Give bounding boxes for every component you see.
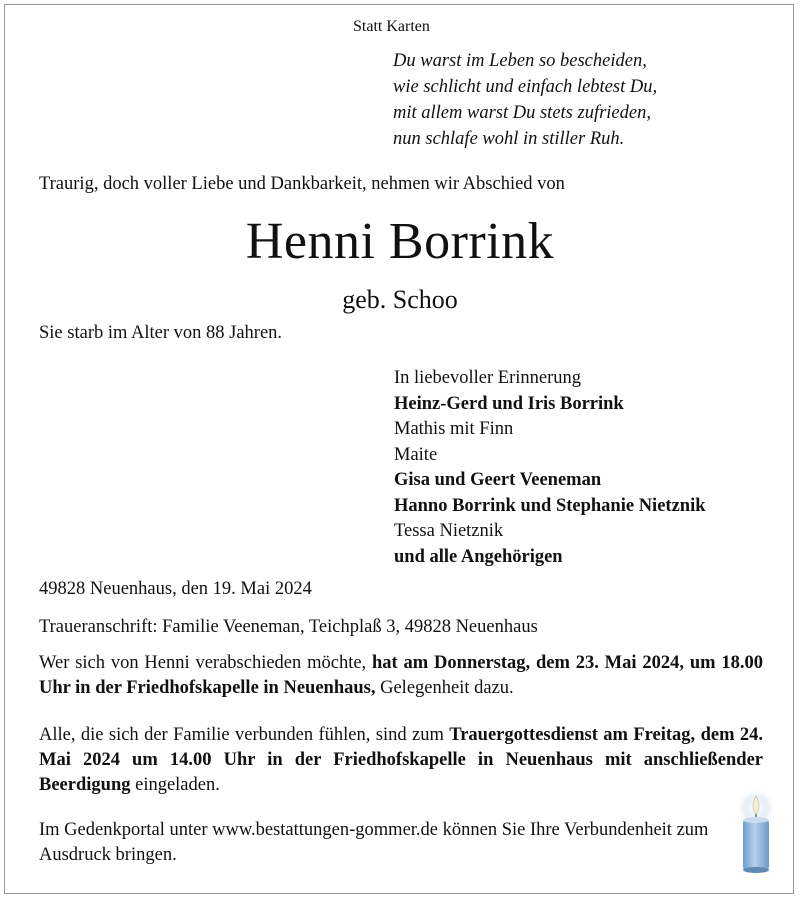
service-paragraph [39,723,763,798]
poem [393,48,657,152]
mourner-entry: Tessa Nietznik [394,521,504,541]
mourner-entry: Heinz-Gerd und Iris Borrink [394,393,624,414]
farewell-time: hat am Donnerstag, dem 23. Mai 2024, um 18.00 Uhr in der Friedhofskapelle in Neuenhaus, [39,653,763,698]
mourner-entry: Mathis mit Finn [394,419,514,439]
birth-name: geb. Schoo [342,285,458,314]
service-text-end: eingeladen. [130,775,220,795]
mourning-address: Traueranschrift: Familie Veeneman, Teichplaß 3, 49828 Neuenhaus [39,617,538,637]
mourner-entry: Maite [394,444,438,465]
farewell-text-end: Gelegenheit dazu. [375,678,514,698]
age-line: Sie starb im Alter von 88 Jahren. [39,323,283,343]
deceased-name: Henni Borrink [245,213,555,270]
mourner-entry: Gisa und Geert Veeneman [394,470,602,490]
farewell-paragraph [39,651,763,701]
poem-line: Du warst im Leben so bescheiden, [393,51,647,71]
candle-icon [733,790,779,876]
poem-line: nun schlafe wohl in stiller Ruh. [393,129,625,149]
poem-line: wie schlicht und einfach lebtest Du, [393,77,658,97]
farewell-text: Wer sich von Henni verabschieden möchte, [39,653,373,673]
mourner-entry: und alle Angehörigen [394,546,563,567]
poem-line: mit allem warst Du stets zufrieden, [393,103,651,123]
mourners-heading: In liebevoller Erinnerung [394,368,581,388]
service-text: Alle, die sich der Familie verbunden fühlen, sind zum [39,725,450,745]
intro-text: Traurig, doch voller Liebe und Dankbarkeit, nehmen wir Abschied von [39,174,565,194]
place-date: 49828 Neuenhaus, den 19. Mai 2024 [39,579,312,599]
mourner-entry: Hanno Borrink und Stephanie Nietznik [394,495,706,516]
service-details: Trauergottesdienst am Freitag, dem 24. Mai 2024 um 14.00 Uhr in der Friedhofskapelle in Neuenhaus mit anschließender Beerdigung [39,725,764,795]
mourners-list [394,366,706,570]
statt-karten-label: Statt Karten [353,18,430,35]
portal-paragraph: Im Gedenkportal unter www.bestattungen-gommer.de können Sie Ihre Verbundenheit zum Ausdruck bringen. [39,820,709,865]
